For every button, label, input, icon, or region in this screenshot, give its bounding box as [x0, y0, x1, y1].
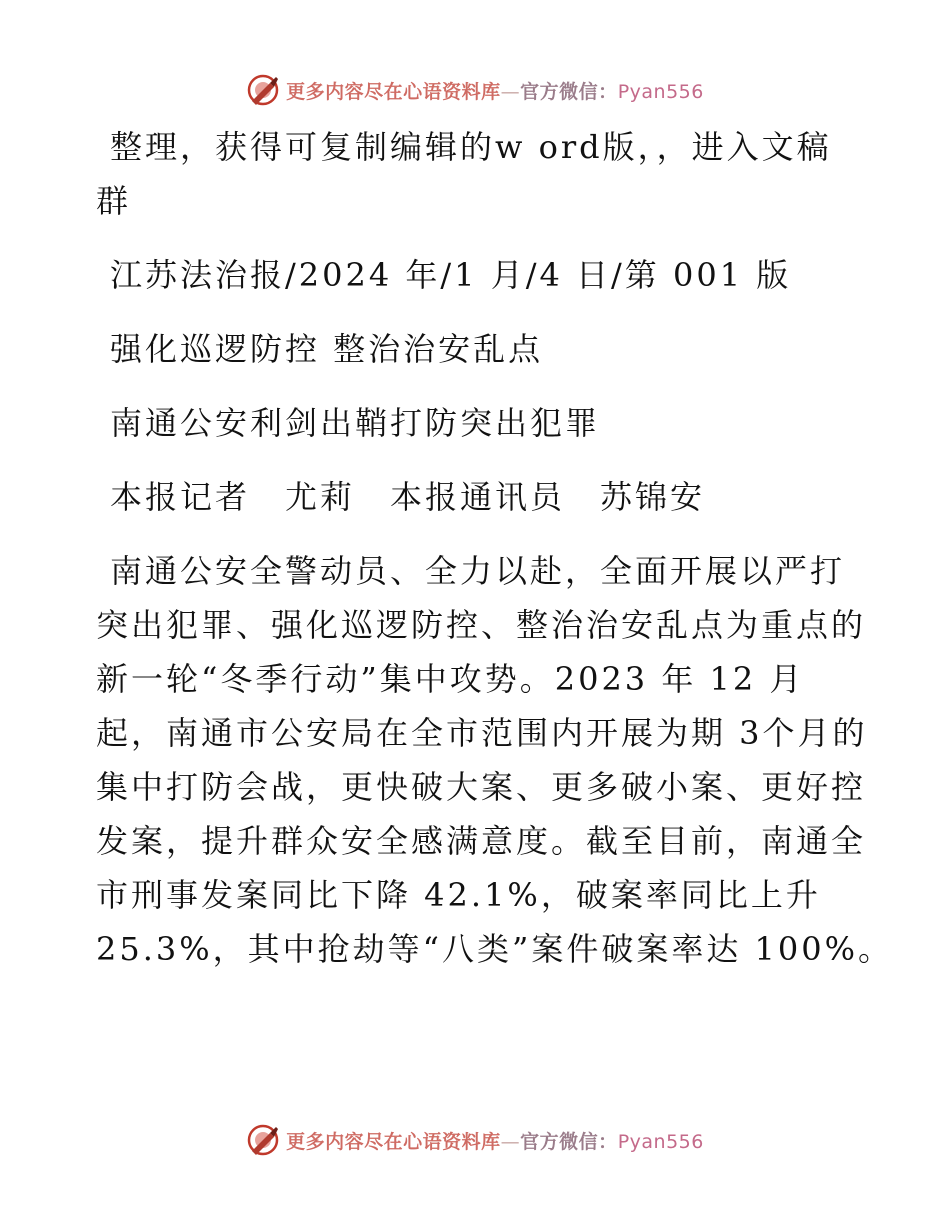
body-line-8: 25.3%，其中抢劫等“八类”案件破案率达 100%。 [96, 930, 894, 968]
body-line-4: 起，南通市公安局在全市范围内开展为期 3个月的 [96, 714, 868, 752]
watermark-wechat-label: 官方微信： [520, 80, 618, 103]
pen-logo-icon [246, 1123, 280, 1157]
body-line-2: 突出犯罪、强化巡逻防控、整治治安乱点为重点的 [96, 606, 867, 644]
headline-2: 南通公安利剑出鞘打防突出犯罪 [110, 404, 601, 442]
body-line-7: 市刑事发案同比下降 42.1%，破案率同比上升 [96, 876, 821, 914]
watermark-wechat-id: Pyan556 [617, 1130, 704, 1153]
intro-line-1: 整理，获得可复制编辑的w ord版，，进入文稿 [110, 128, 832, 166]
watermark-wechat-id: Pyan556 [617, 80, 704, 103]
body-line-1: 南通公安全警动员、全力以赴，全面开展以严打 [110, 552, 846, 590]
watermark-dash: — [500, 80, 521, 103]
watermark-banner-top [0, 70, 950, 110]
headline-1: 强化巡逻防控 整治治安乱点 [110, 330, 544, 368]
watermark-dash: — [500, 1130, 521, 1153]
pen-logo-icon [246, 73, 280, 107]
source-line: 江苏法治报/2024 年/1 月/4 日/第 001 版 [110, 256, 792, 294]
watermark-wechat-label: 官方微信： [520, 1130, 618, 1153]
document-body [96, 120, 894, 976]
watermark-main-text: 更多内容尽在心语资料库 [286, 1130, 501, 1153]
body-line-3: 新一轮“冬季行动”集中攻势。2023 年 12 月 [96, 660, 805, 698]
watermark-banner-bottom [0, 1120, 950, 1160]
body-line-6: 发案，提升群众安全感满意度。截至目前，南通全 [96, 822, 867, 860]
byline: 本报记者 尤莉 本报通讯员 苏锦安 [110, 478, 706, 516]
body-line-5: 集中打防会战，更快破大案、更多破小案、更好控 [96, 768, 867, 806]
intro-line-2: 群 [96, 182, 132, 220]
watermark-main-text: 更多内容尽在心语资料库 [286, 80, 501, 103]
